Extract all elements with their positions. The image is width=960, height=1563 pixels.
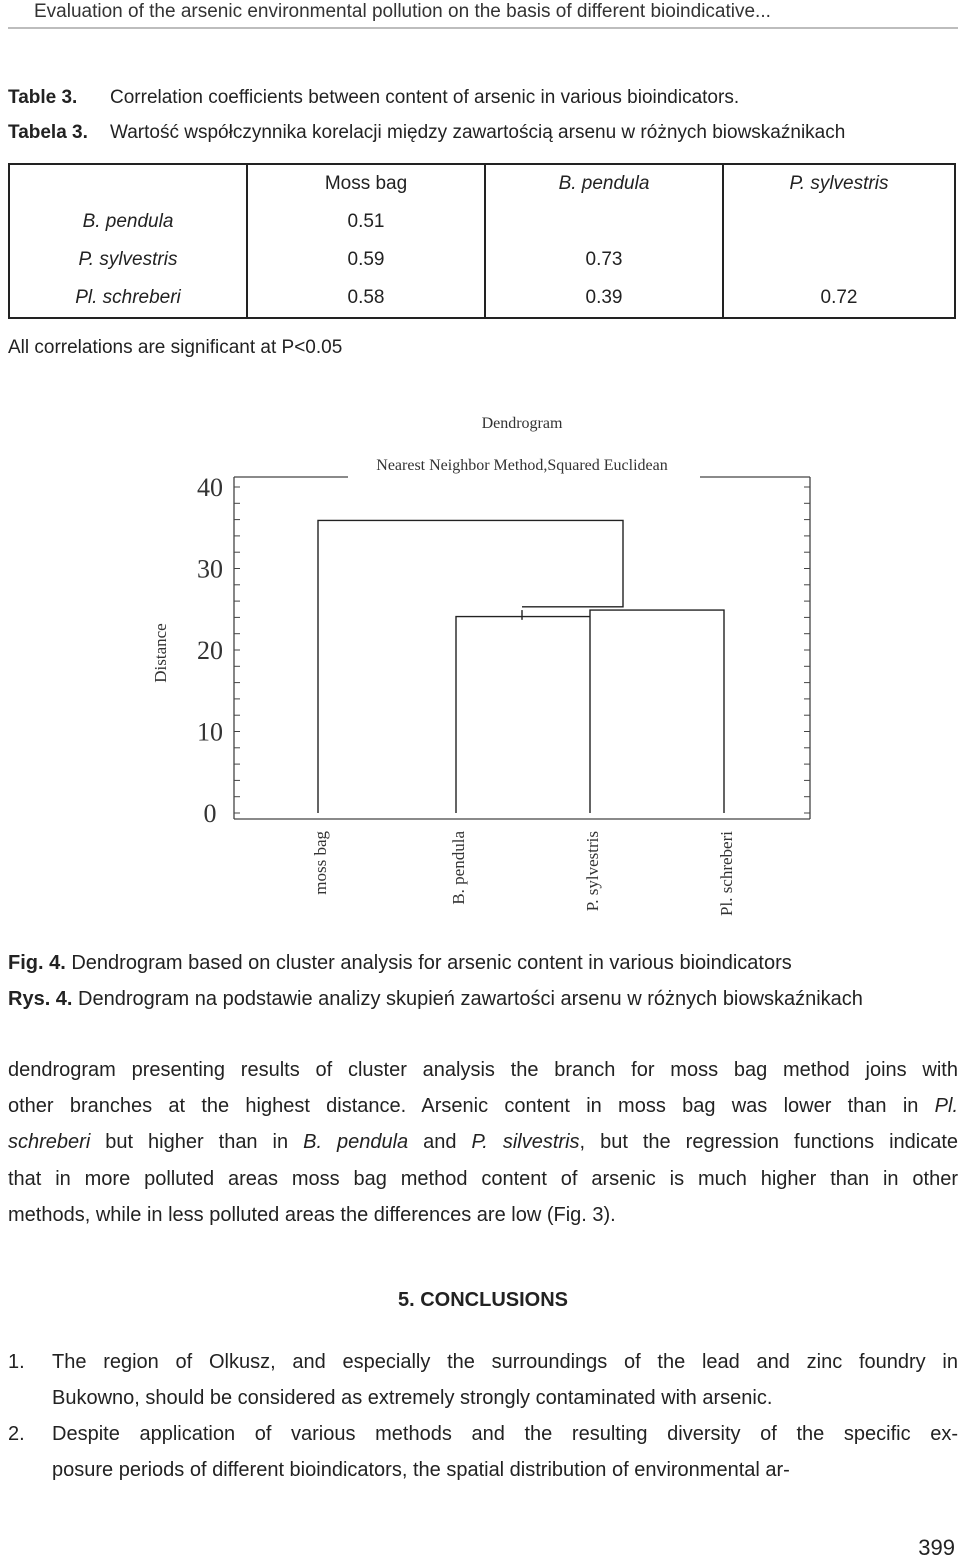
row-label: B. pendula bbox=[9, 203, 247, 241]
y-tick-label: 20 bbox=[197, 636, 223, 665]
table-caption-en-label: Table 3. bbox=[8, 87, 78, 108]
table-row bbox=[9, 279, 955, 318]
correlation-table bbox=[8, 163, 956, 319]
table-cell bbox=[485, 203, 723, 241]
list-item-line: Bukowno, should be considered as extremely strongly contaminated with arsenic. bbox=[52, 1387, 773, 1409]
leaf-label: B. pendula bbox=[449, 831, 468, 905]
table-caption-en bbox=[8, 86, 739, 110]
paragraph-text: other branches at the highest distance. Arsenic content in moss bag was lower than in bbox=[8, 1095, 935, 1118]
table-cell bbox=[723, 203, 955, 241]
figure-caption-pl-text: Dendrogram na podstawie analizy skupień zawartości arsenu w różnych biowskaźnikach bbox=[78, 988, 863, 1010]
y-tick-label: 30 bbox=[197, 554, 223, 584]
paragraph-line bbox=[8, 1124, 958, 1160]
species-name: Pl. bbox=[934, 1095, 958, 1118]
y-tick-label: 10 bbox=[197, 717, 223, 747]
dendrogram-link bbox=[318, 520, 623, 813]
dendrogram-link bbox=[456, 617, 590, 813]
chart-subtitle: Nearest Neighbor Method,Squared Euclidean bbox=[376, 457, 668, 474]
row-label: Pl. schreberi bbox=[9, 279, 247, 318]
paragraph-line: that in more polluted areas moss bag method content of arsenic is much higher than in other bbox=[8, 1167, 958, 1190]
row-label: P. sylvestris bbox=[9, 241, 247, 279]
species-name: B. pendula bbox=[303, 1131, 409, 1154]
paragraph-line: dendrogram presenting results of cluster analysis the branch for moss bag method joins with bbox=[8, 1059, 958, 1081]
body-paragraph bbox=[8, 1052, 958, 1233]
table-cell: 0.51 bbox=[247, 203, 485, 241]
table-caption-pl-label: Tabela 3. bbox=[8, 122, 88, 143]
header-rule bbox=[8, 27, 958, 29]
paragraph-text: and bbox=[408, 1131, 472, 1154]
leaf-label: Pl. schreberi bbox=[717, 831, 736, 916]
table-cell: 0.59 bbox=[247, 241, 485, 279]
leaf-label: moss bag bbox=[311, 831, 330, 895]
table-cell bbox=[723, 241, 955, 279]
list-item bbox=[8, 1416, 958, 1488]
dendrogram-link bbox=[590, 610, 724, 813]
list-item-line: The region of Olkusz, and especially the surroundings of the lead and zinc foundry in bbox=[52, 1351, 958, 1373]
y-tick-label: 0 bbox=[203, 799, 217, 828]
leaf-label: P. sylvestris bbox=[583, 831, 602, 912]
col-header-moss-bag: Moss bag bbox=[247, 164, 485, 203]
chart-title: Dendrogram bbox=[481, 415, 563, 432]
col-header-b-pendula: B. pendula bbox=[485, 164, 723, 203]
figure-caption-en-label: Fig. 4. bbox=[8, 952, 66, 974]
table-note: All correlations are significant at P<0.05 bbox=[8, 337, 343, 358]
dendrogram-links bbox=[318, 520, 724, 813]
table-cell: 0.73 bbox=[485, 241, 723, 279]
y-axis-ticks bbox=[197, 473, 810, 828]
paragraph-text: but higher than in bbox=[90, 1131, 304, 1154]
figure-caption-en-text: Dendrogram based on cluster analysis for arsenic content in various bioindicators bbox=[71, 952, 792, 974]
table-row bbox=[9, 203, 955, 241]
conclusions-list bbox=[8, 1344, 958, 1488]
list-item-line: posure periods of different bioindicators, the spatial distribution of environmental ar- bbox=[52, 1459, 790, 1481]
table-cell: 0.72 bbox=[723, 279, 955, 318]
figure-caption-pl-label: Rys. 4. bbox=[8, 988, 73, 1010]
table-row bbox=[9, 241, 955, 279]
list-item-number: 2. bbox=[8, 1423, 25, 1445]
paragraph-line: methods, while in less polluted areas the differences are low (Fig. 3). bbox=[8, 1203, 616, 1226]
figure-caption-pl bbox=[8, 986, 863, 1012]
figure-caption-en bbox=[8, 950, 792, 976]
section-title: 5. CONCLUSIONS bbox=[397, 1289, 569, 1311]
dendrogram-chart bbox=[0, 395, 960, 935]
species-name: schreberi bbox=[8, 1131, 91, 1154]
y-axis-label: Distance bbox=[151, 623, 170, 683]
table-cell: 0.58 bbox=[247, 279, 485, 318]
list-item-line: Despite application of various methods and the resulting diversity of the specific ex- bbox=[52, 1423, 958, 1445]
col-header-p-sylvestris: P. sylvestris bbox=[723, 164, 955, 203]
leaf-labels bbox=[311, 831, 736, 916]
list-item bbox=[8, 1344, 958, 1416]
table-cell: 0.39 bbox=[485, 279, 723, 318]
table-header-row bbox=[9, 164, 955, 203]
list-item-number: 1. bbox=[8, 1351, 25, 1373]
paragraph-text: , but the regression functions indicate bbox=[579, 1131, 959, 1154]
species-name: P. silvestris bbox=[471, 1131, 580, 1154]
table-caption-pl-text: Wartość współczynnika korelacji między zawartością arsenu w różnych biowskaźnikach bbox=[110, 122, 846, 143]
table-caption-en-text: Correlation coefficients between content of arsenic in various bioindicators. bbox=[110, 87, 740, 108]
table-corner-cell bbox=[9, 164, 247, 203]
y-tick-label: 40 bbox=[197, 473, 223, 502]
page-number: 399 bbox=[918, 1535, 955, 1560]
running-head: Evaluation of the arsenic environmental pollution on the basis of different bioindicative... bbox=[34, 1, 771, 22]
table-caption-pl bbox=[8, 121, 845, 145]
paragraph-line bbox=[8, 1088, 958, 1124]
